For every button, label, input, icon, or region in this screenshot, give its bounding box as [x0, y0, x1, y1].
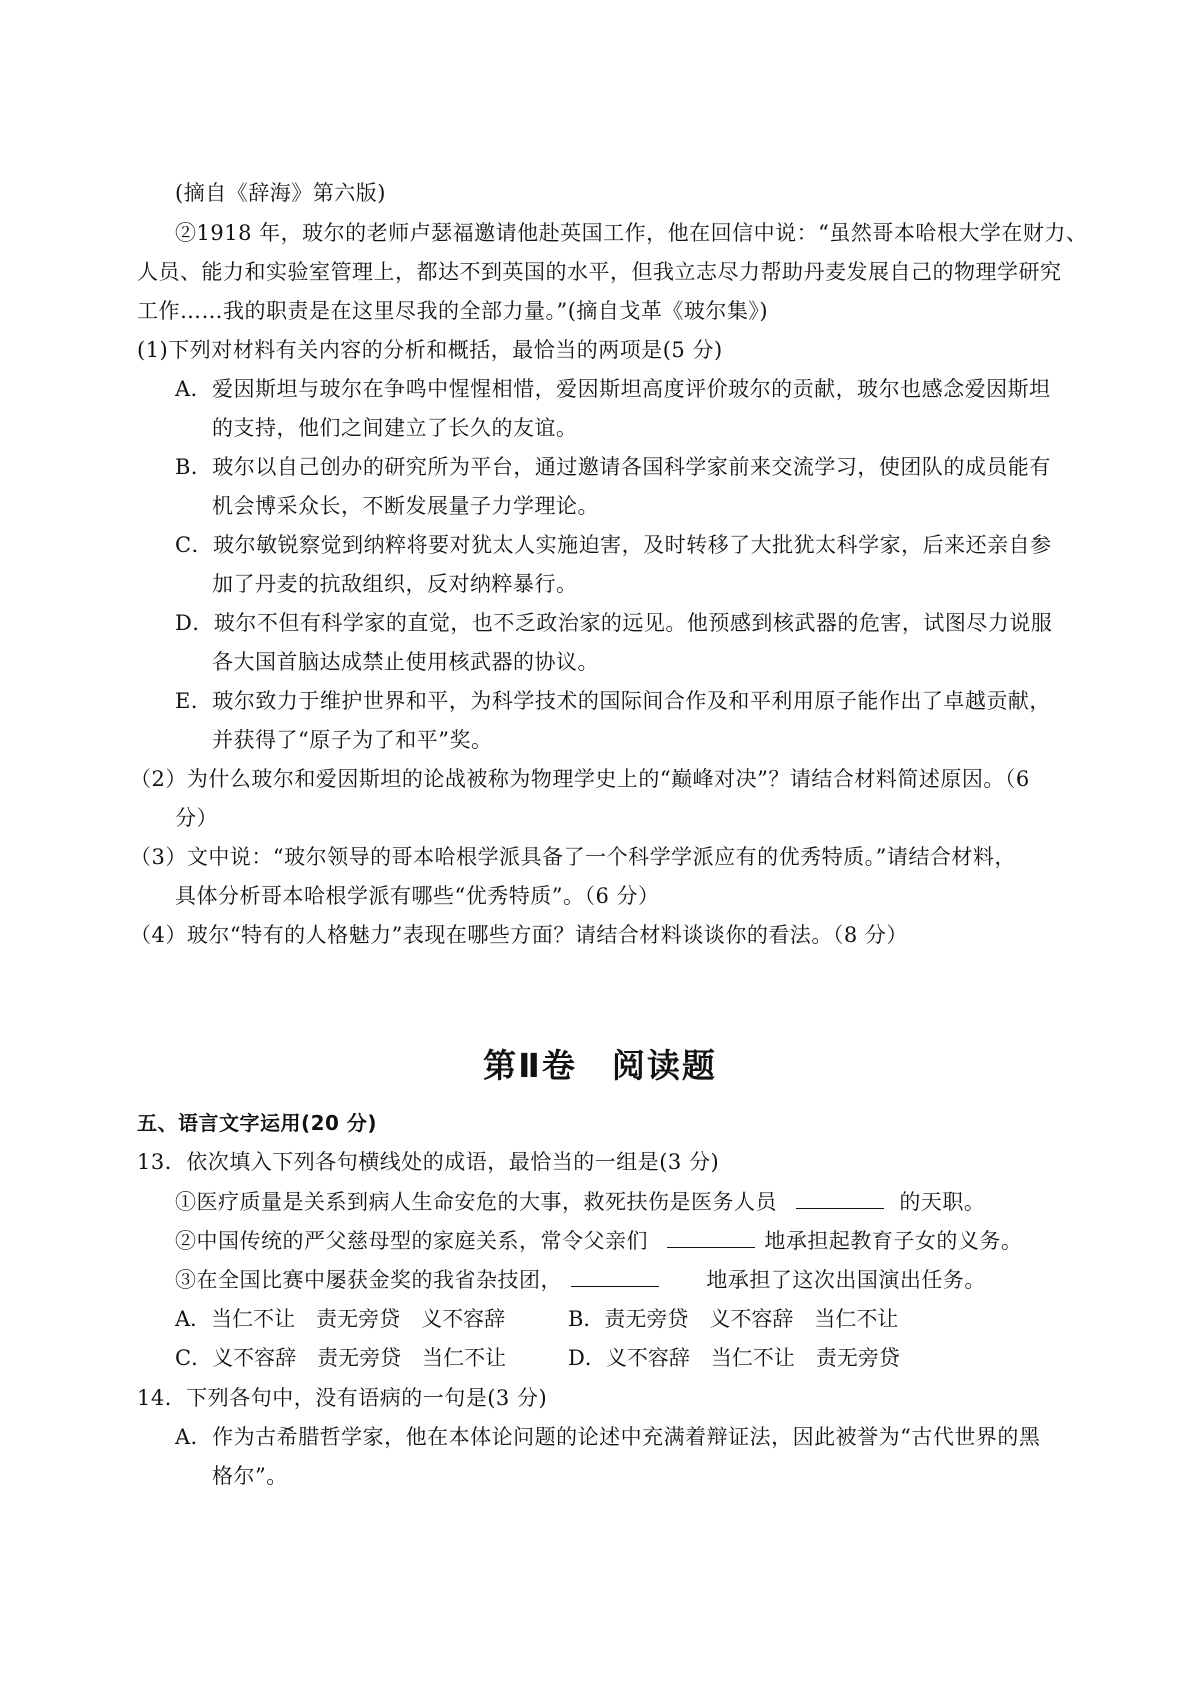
- q13-sentence-3: [175, 1265, 986, 1295]
- question-13-stem: 13．依次填入下列各句横线处的成语，最恰当的一组是(3 分): [137, 1150, 720, 1174]
- q13-sentence-2-part-2: 地承担起教育子女的义务。: [764, 1229, 1023, 1253]
- q1-option-b-line-2: 机会博采众长，不断发展量子力学理论。: [212, 494, 599, 518]
- q13-blank-2[interactable]: [667, 1227, 755, 1248]
- material-2-line-2: 人员、能力和实验室管理上，都达不到英国的水平，但我立志尽力帮助丹麦发展自己的物理学研究: [137, 260, 1062, 284]
- source-note: (摘自《辞海》第六版): [175, 181, 386, 205]
- q1-option-a-line-1: A．爱因斯坦与玻尔在争鸣中惺惺相惜，爱因斯坦高度评价玻尔的贡献，玻尔也感念爱因斯坦: [175, 377, 1051, 401]
- question-14-stem: 14．下列各句中，没有语病的一句是(3 分): [137, 1386, 548, 1410]
- q1-option-d-line-1: D．玻尔不但有科学家的直觉，也不乏政治家的远见。他预感到核武器的危害，试图尽力说服: [175, 611, 1053, 635]
- q1-option-d-line-2: 各大国首脑达成禁止使用核武器的协议。: [212, 650, 599, 674]
- question-1-stem: (1)下列对材料有关内容的分析和概括，最恰当的两项是(5 分): [137, 338, 723, 362]
- material-2-line-1: ②1918 年，玻尔的老师卢瑟福邀请他赴英国工作，他在回信中说：“虽然哥本哈根大学在财力、: [175, 221, 1088, 245]
- section-title: 第Ⅱ卷 阅读题: [483, 1046, 717, 1085]
- question-2-line-1: （2）为什么玻尔和爱因斯坦的论战被称为物理学史上的“巅峰对决”？请结合材料简述原因。（6: [130, 767, 1030, 791]
- material-2-line-3: 工作……我的职责是在这里尽我的全部力量。”(摘自戈革《玻尔集》): [137, 299, 769, 323]
- q13-sentence-3-part-2: 地承担了这次出国演出任务。: [706, 1268, 986, 1292]
- q13-option-c[interactable]: C．义不容辞 责无旁贷 当仁不让: [175, 1346, 507, 1370]
- q13-sentence-2-part-1: ②中国传统的严父慈母型的家庭关系，常令父亲们: [175, 1229, 648, 1253]
- q1-option-a-line-2: 的支持，他们之间建立了长久的友谊。: [212, 416, 578, 440]
- q1-option-c-line-1: C．玻尔敏锐察觉到纳粹将要对犹太人实施迫害，及时转移了大批犹太科学家，后来还亲自参: [175, 533, 1052, 557]
- q1-option-e-line-1: E．玻尔致力于维护世界和平，为科学技术的国际间合作及和平利用原子能作出了卓越贡献，: [175, 689, 1051, 713]
- question-3-line-1: （3）文中说：“玻尔领导的哥本哈根学派具备了一个科学学派应有的优秀特质。”请结合材料，: [130, 845, 1016, 869]
- q13-option-b[interactable]: B．责无旁贷 义不容辞 当仁不让: [568, 1307, 899, 1331]
- q13-sentence-1: [175, 1187, 985, 1217]
- q13-option-a[interactable]: A．当仁不让 责无旁贷 义不容辞: [175, 1307, 506, 1331]
- q1-option-b-line-1: B．玻尔以自己创办的研究所为平台，通过邀请各国科学家前来交流学习，使团队的成员能有: [175, 455, 1051, 479]
- q14-option-a-line-1: A．作为古希腊哲学家，他在本体论问题的论述中充满着辩证法，因此被誉为“古代世界的黑: [175, 1425, 1041, 1449]
- q13-sentence-3-part-1: ③在全国比赛中屡获金奖的我省杂技团，: [175, 1268, 562, 1292]
- q13-sentence-1-part-2: 的天职。: [899, 1190, 986, 1214]
- question-2-line-2: 分）: [175, 806, 218, 830]
- q13-sentence-2: [175, 1226, 1022, 1256]
- q1-option-c-line-2: 加了丹麦的抗敌组织，反对纳粹暴行。: [212, 572, 578, 596]
- section-5-heading: 五、语言文字运用(20 分): [137, 1111, 378, 1135]
- q13-blank-3[interactable]: [571, 1266, 659, 1287]
- q13-sentence-1-part-1: ①医疗质量是关系到病人生命安危的大事，救死扶伤是医务人员: [175, 1190, 777, 1214]
- q1-option-e-line-2: 并获得了“原子为了和平”奖。: [212, 728, 493, 752]
- q14-option-a-line-2: 格尔”。: [212, 1464, 288, 1488]
- question-3-line-2: 具体分析哥本哈根学派有哪些“优秀特质”。（6 分）: [175, 884, 660, 908]
- q13-blank-1[interactable]: [796, 1188, 884, 1209]
- q13-option-d[interactable]: D．义不容辞 当仁不让 责无旁贷: [568, 1346, 900, 1370]
- question-4: （4）玻尔“特有的人格魅力”表现在哪些方面？请结合材料谈谈你的看法。（8 分）: [130, 923, 908, 947]
